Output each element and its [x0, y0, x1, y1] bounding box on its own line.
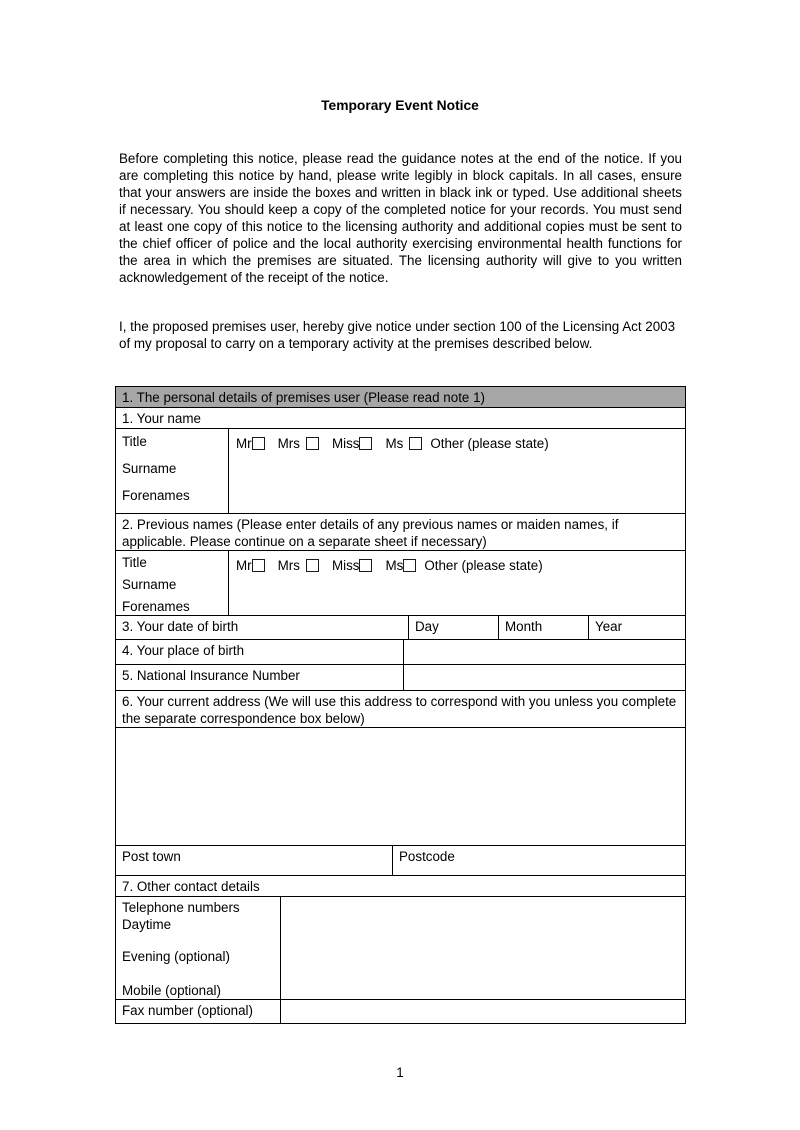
mobile-label: Mobile (optional)	[122, 983, 221, 998]
title-option-ms	[385, 436, 422, 451]
dob-year-cell[interactable]	[589, 616, 685, 639]
prev-other-option-label: Other (please state)	[424, 558, 543, 573]
ms-checkbox[interactable]	[409, 437, 422, 450]
prev-ms-checkbox[interactable]	[403, 559, 416, 572]
prev-title-option-ms	[385, 558, 416, 573]
title-option-mrs	[278, 436, 319, 451]
place-of-birth-label: 4. Your place of birth	[116, 640, 404, 664]
personal-details-table	[115, 386, 686, 1024]
date-of-birth-row	[116, 616, 685, 640]
current-address-header-row: 6. Your current address (We will use this address to correspond with you unless you complete the separate correspondence box below)	[116, 691, 685, 728]
prev-title-label: Title	[122, 555, 147, 570]
forenames-label: Forenames	[122, 488, 190, 503]
prev-name-input-area[interactable]	[229, 551, 685, 615]
prev-mrs-checkbox[interactable]	[306, 559, 319, 572]
page-title: Temporary Event Notice	[321, 98, 479, 113]
dob-day-cell[interactable]	[409, 616, 499, 639]
telephone-numbers-label: Telephone numbers	[122, 900, 240, 915]
ms-label: Ms	[385, 436, 404, 451]
prev-miss-checkbox[interactable]	[359, 559, 372, 572]
prev-name-field-labels	[116, 551, 229, 615]
prev-title-option-mr	[236, 558, 265, 573]
place-of-birth-input-area[interactable]	[404, 640, 685, 664]
your-name-fields-row	[116, 429, 685, 514]
prev-forenames-label: Forenames	[122, 599, 190, 614]
fax-number-label: Fax number (optional)	[116, 1000, 281, 1023]
evening-label: Evening (optional)	[122, 949, 230, 964]
title-option-miss	[332, 436, 373, 451]
title-label: Title	[122, 434, 147, 449]
place-of-birth-row	[116, 640, 685, 665]
other-contact-header-row: 7. Other contact details	[116, 876, 685, 897]
previous-names-header-row: 2. Previous names (Please enter details of any previous names or maiden names, if applicable. Please continue on a separate sheet if necessary)	[116, 514, 685, 551]
year-label: Year	[595, 619, 623, 634]
prev-title-option-mrs	[278, 558, 319, 573]
prev-miss-label: Miss	[331, 558, 360, 573]
postcode-cell[interactable]	[393, 846, 685, 875]
current-address-input-area[interactable]	[116, 728, 685, 846]
your-name-row: 1. Your name	[116, 408, 685, 429]
postcode-label: Postcode	[399, 849, 455, 864]
page-number: 1	[396, 1065, 404, 1080]
prev-surname-label: Surname	[122, 577, 177, 592]
fax-number-row	[116, 1000, 685, 1023]
telephone-labels	[116, 897, 281, 999]
mr-label: Mr	[236, 436, 252, 451]
post-town-postcode-row	[116, 846, 685, 876]
previous-name-fields-row	[116, 551, 685, 616]
name-field-labels	[116, 429, 229, 513]
mrs-checkbox[interactable]	[306, 437, 319, 450]
prev-ms-label: Ms	[385, 558, 404, 573]
title-option-mr	[236, 436, 265, 451]
post-town-cell[interactable]	[116, 846, 393, 875]
prev-title-option-miss	[332, 558, 373, 573]
declaration-paragraph: I, the proposed premises user, hereby give notice under section 100 of the Licensing Act 2003 of my proposal to carry on a temporary activity at the premises described below.	[119, 319, 676, 351]
daytime-label: Daytime	[122, 917, 172, 932]
post-town-label: Post town	[122, 849, 181, 864]
telephone-numbers-row	[116, 897, 685, 1000]
day-label: Day	[415, 619, 439, 634]
ni-number-input-area[interactable]	[404, 665, 685, 690]
prev-mr-label: Mr	[236, 558, 252, 573]
prev-mrs-label: Mrs	[277, 558, 300, 573]
miss-checkbox[interactable]	[359, 437, 372, 450]
other-option-label: Other (please state)	[430, 436, 549, 451]
surname-label: Surname	[122, 461, 177, 476]
telephone-input-area[interactable]	[281, 897, 685, 999]
mr-checkbox[interactable]	[252, 437, 265, 450]
section1-header-row: 1. The personal details of premises user (Please read note 1)	[116, 387, 685, 408]
intro-paragraph: Before completing this notice, please read the guidance notes at the end of the notice. If you are completing this notice by hand, please write legibly in block capitals. In all cases, ensure that your answers are inside the boxes and written in black ink or typed. Use additional sheets if necessary. You should keep a copy of the completed notice for your records. You must send at least one copy of this notice to the licensing authority and additional copies must be sent to the chief officer of police and the local authority exercising environmental health functions for the area in which the premises are situated. The licensing authority will give to you written acknowledgement of the receipt of the notice.	[119, 151, 682, 285]
dob-month-cell[interactable]	[499, 616, 589, 639]
miss-label: Miss	[331, 436, 360, 451]
month-label: Month	[505, 619, 543, 634]
name-input-area[interactable]	[229, 429, 685, 513]
ni-number-row	[116, 665, 685, 691]
prev-mr-checkbox[interactable]	[252, 559, 265, 572]
ni-number-label: 5. National Insurance Number	[116, 665, 404, 690]
fax-input-area[interactable]	[281, 1000, 685, 1023]
mrs-label: Mrs	[277, 436, 300, 451]
dob-label: 3. Your date of birth	[116, 616, 409, 639]
